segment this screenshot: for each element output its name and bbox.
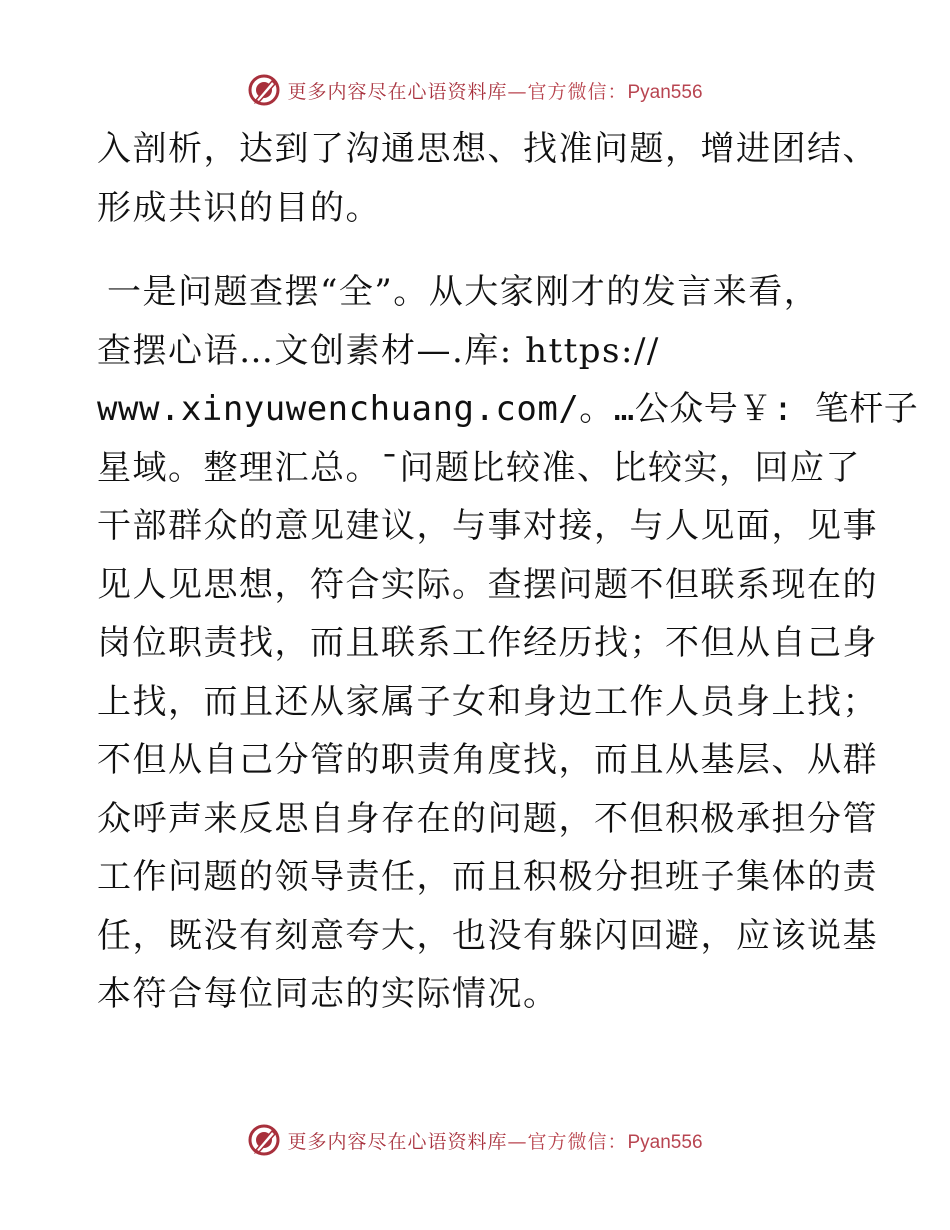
text-line: 形成共识的目的。 bbox=[97, 187, 381, 228]
text-line: 干部群众的意见建议，与事对接，与人见面，见事 bbox=[97, 506, 878, 546]
wechat-id: Pyan556 bbox=[627, 81, 703, 103]
text-line: 岗位职责找，而且联系工作经历找；不但从自己身 bbox=[97, 623, 878, 663]
pen-seal-icon bbox=[247, 1123, 281, 1157]
text-line: 星域。整理汇总。¯问题比较准、比较实，回应了 bbox=[97, 447, 861, 488]
text-line: 查摆心语…文创素材—.库: https:// bbox=[97, 330, 660, 371]
text-line: 任，既没有刻意夸大，也没有躲闪回避，应该说基 bbox=[97, 915, 878, 956]
header-banner bbox=[0, 70, 950, 110]
paragraph-2 bbox=[97, 263, 919, 1024]
pen-seal-icon bbox=[247, 73, 281, 107]
text-line: 工作问题的领导责任，而且积极分担班子集体的责 bbox=[97, 857, 878, 897]
banner-text: 更多内容尽在心语资料库—官方微信：Pyan556 bbox=[287, 1130, 703, 1153]
wechat-id: Pyan556 bbox=[627, 1131, 703, 1153]
banner-text: 更多内容尽在心语资料库—官方微信：Pyan556 bbox=[287, 80, 703, 103]
paragraph-1 bbox=[97, 120, 878, 237]
text-line: 众呼声来反思自身存在的问题，不但积极承担分管 bbox=[97, 798, 878, 839]
text-line: 本符合每位同志的实际情况。 bbox=[97, 974, 559, 1014]
text-line: 不但从自己分管的职责角度找，而且从基层、从群 bbox=[97, 740, 878, 780]
footer-banner bbox=[0, 1120, 950, 1160]
document-body bbox=[97, 120, 919, 1024]
text-line: 上找，而且还从家属子女和身边工作人员身上找； bbox=[97, 681, 878, 722]
text-line: 入剖析，达到了沟通思想、找准问题，增进团结、 bbox=[97, 129, 878, 169]
text-line: 一是问题查摆“全”。从大家刚才的发言来看， bbox=[107, 272, 820, 312]
text-line: 见人见思想，符合实际。查摆问题不但联系现在的 bbox=[97, 564, 878, 605]
text-line: www.xinyuwenchuang.com/。…公众号￥: 笔杆子 bbox=[97, 389, 919, 429]
